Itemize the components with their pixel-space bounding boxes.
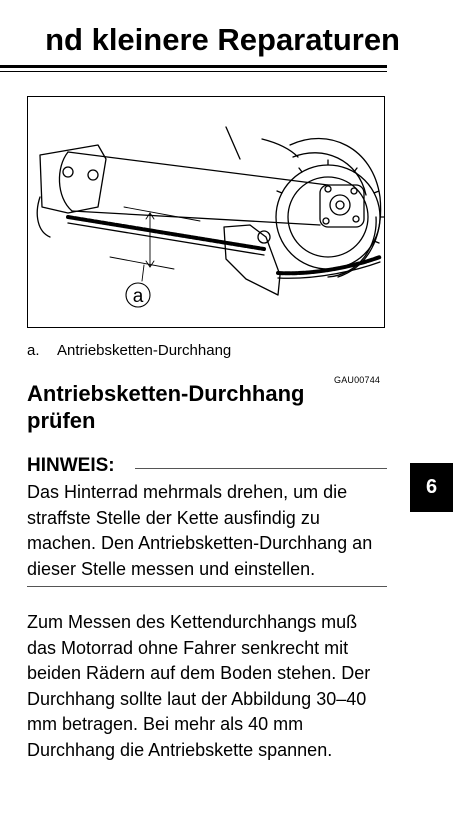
chapter-tab: 6: [410, 463, 453, 512]
callout-label: a: [132, 286, 144, 307]
note-heading-rule: [135, 468, 387, 469]
reference-code: GAU00744: [334, 375, 381, 385]
header-rule-thin: [0, 71, 387, 72]
caption-letter: a.: [27, 342, 40, 359]
header-rule-thick: [0, 65, 387, 68]
note-end-rule: [27, 586, 387, 587]
chain-slack-illustration: [27, 96, 385, 328]
section-title: Antriebsketten-Durchhang prüfen: [27, 381, 305, 433]
note-text: Das Hinterrad mehrmals drehen, um die straffste Stelle der Kette ausfindig zu machen. Den Antriebsketten-Durchhang an dieser Stelle messen und einstellen.: [27, 482, 373, 579]
caption-text: Antriebsketten-Durchhang: [57, 342, 232, 359]
figure-caption: [27, 341, 387, 361]
body-paragraph: Zum Messen des Kettendurchhangs muß das Motorrad ohne Fahrer senkrecht mit beiden Rädern auf dem Boden stehen. Der Durchhang sollte laut der Abbildung 30–40 mm betragen. Bei mehr als 40 mm Durchhang die Antriebskette spannen.: [27, 612, 371, 760]
page-header-title: nd kleinere Reparaturen: [45, 22, 400, 57]
note-heading: HINWEIS:: [27, 455, 115, 476]
